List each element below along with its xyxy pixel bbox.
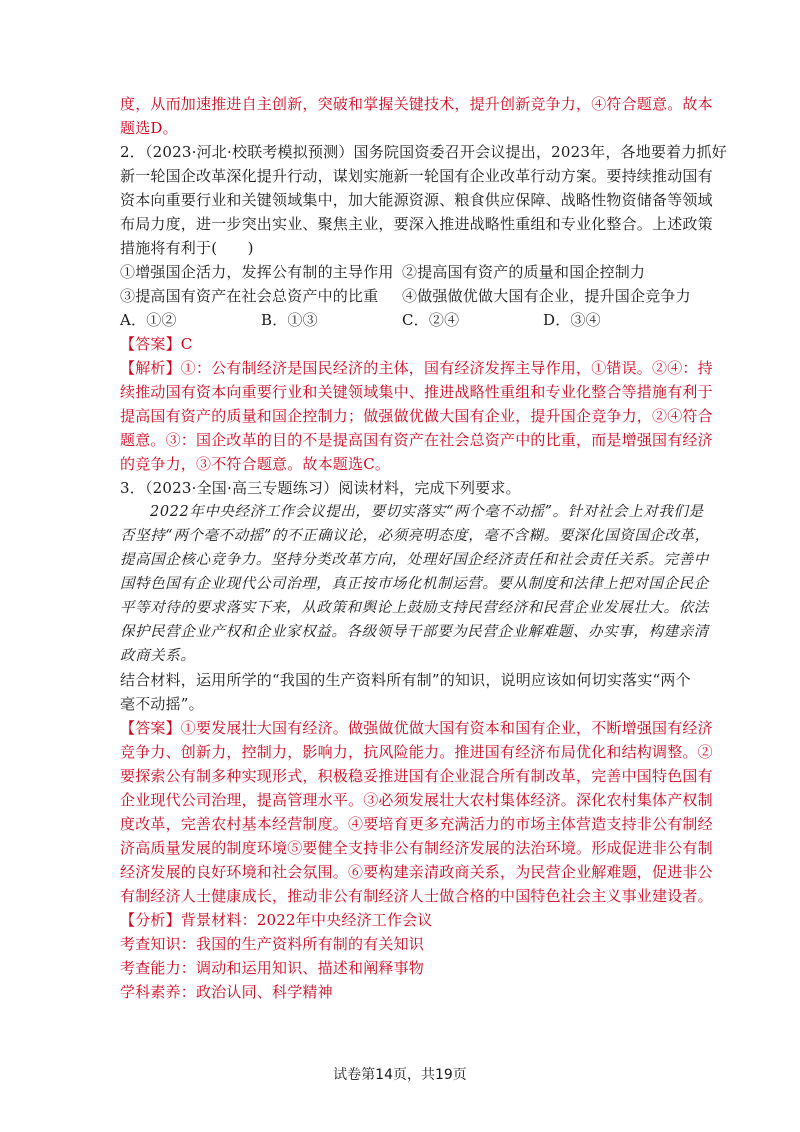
q3-answer-line-2: 竞争力、创新力，控制力，影响力，抗风险能力。推进国有经济布局优化和结构调整。② [120, 743, 713, 761]
q2-choice-d: D．③④ [543, 311, 601, 329]
q3-material-line-4: 国特色国有企业现代公司治理，真正按市场化机制运营。要从制度和法律上把对国企民企 [120, 576, 709, 592]
q2-statement-4: ④做强做优做大国有企业，提升国企竞争力 [402, 287, 691, 305]
q2-analysis-line-1: 【解析】①：公有制经济是国民经济的主体，国有经济发挥主导作用，①错误。②④：持 [120, 359, 713, 377]
q3-analysis-line-1: 【分析】背景材料：2022年中央经济工作会议 [120, 911, 433, 929]
q2-stem-line-3: 资本向重要行业和关键领域集中，加大能源资源、粮食供应保障、战略性物资储备等领域 [120, 191, 713, 209]
q2-choice-b: B．①③ [261, 311, 318, 329]
q3-analysis-line-4: 学科素养：政治认同、科学精神 [120, 983, 333, 1001]
q2-analysis-line-2: 续推动国有资本向重要行业和关键领域集中、推进战略性重组和专业化整合等措施有利于 [120, 383, 713, 401]
q2-choice-a: A．①② [120, 311, 177, 329]
prev-answer-line-2: 题选D。 [120, 119, 178, 137]
q3-answer-line-7: 经济发展的良好环境和社会氛围。⑥要构建亲清政商关系，为民营企业解难题，促进非公 [120, 863, 713, 881]
q2-statement-3: ③提高国有资产在社会总资产中的比重 [120, 287, 379, 305]
q2-choices [120, 308, 685, 332]
q2-statement-2: ②提高国有资产的质量和国企控制力 [402, 263, 646, 281]
q2-stem-line-1: 2．（2023·河北·校联考模拟预测）国务院国资委召开会议提出，2023年，各地要着力抓好 [120, 143, 727, 161]
q2-statements-row-2 [120, 284, 691, 308]
q3-analysis-line-2: 考查知识：我国的生产资料所有制的有关知识 [120, 935, 425, 953]
exam-page [120, 92, 727, 1004]
q3-question-line-2: 毫不动摇”。 [120, 695, 204, 713]
q2-stem-line-4: 布局力度，进一步突出实业、聚焦主业，要深入推进战略性重组和专业化整合。上述政策 [120, 215, 713, 233]
q2-statements-row-1 [120, 260, 685, 284]
q3-question-line-1: 结合材料，运用所学的“我国的生产资料所有制”的知识，说明应该如何切实落实“两个 [120, 671, 691, 689]
q2-choice-c: C．②④ [402, 311, 460, 329]
q3-answer-line-1: 【答案】①要发展壮大国有经济。做强做优做大国有资本和国有企业，不断增强国有经济 [120, 719, 713, 737]
q2-stem-line-2: 新一轮国企改革深化提升行动，谋划实施新一轮国有企业改革行动方案。要持续推动国有 [120, 167, 713, 185]
q3-answer-line-4: 企业现代公司治理，提高管理水平。③必须发展壮大农村集体经济。深化农村集体产权制 [120, 791, 713, 809]
q3-heading: 3．（2023·全国·高三专题练习）阅读材料，完成下列要求。 [120, 479, 521, 497]
q3-material-line-2: 否坚持“两个毫不动摇”的不正确议论，必须亮明态度，毫不含糊。要深化国资国企改革， [120, 528, 710, 544]
q3-answer-line-6: 济高质量发展的制度环境⑤要健全支持非公有制经济发展的法治环境。形成促进非公有制 [120, 839, 713, 857]
page-footer: 试卷第14页，共19页 [333, 1067, 467, 1083]
q2-analysis-line-3: 提高国有资产的质量和国企控制力；做强做优做大国有企业，提升国企竞争力，②④符合 [120, 407, 713, 425]
q3-material-line-3: 提高国企核心竞争力。坚持分类改革方向，处理好国企经济责任和社会责任关系。完善中 [120, 552, 709, 568]
q3-material-line-6: 保护民营企业产权和企业家权益。各级领导干部要为民营企业解难题、办实事，构建亲清 [120, 624, 709, 640]
q3-answer-line-3: 要探索公有制多种实现形式，积极稳妥推进国有企业混合所有制改革，完善中国特色国有 [120, 767, 713, 785]
q3-material-line-7: 政商关系。 [120, 648, 196, 664]
q2-stem-line-5: 措施将有利于( ) [120, 239, 254, 257]
q2-analysis-line-4: 题意。③：国企改革的目的不是提高国有资产在社会总资产中的比重，而是增强国有经济 [120, 431, 713, 449]
q3-analysis-line-3: 考查能力：调动和运用知识、描述和阐释事物 [120, 959, 425, 977]
q3-material-line-5: 平等对待的要求落实下来，从政策和舆论上鼓励支持民营经济和民营企业发展壮大。依法 [120, 600, 709, 616]
q3-material-line-1: 2022年中央经济工作会议提出，要切实落实“两个毫不动摇”。针对社会上对我们是 [150, 504, 704, 520]
q2-statement-1: ①增强国企活力，发挥公有制的主导作用 [120, 263, 394, 281]
q3-answer-line-8: 有制经济人士健康成长，推动非公有制经济人士做合格的中国特色社会主义事业建设者。 [120, 887, 713, 905]
q2-answer: 【答案】C [120, 335, 193, 353]
q3-answer-line-5: 度改革，完善农村基本经营制度。④要培育更多充满活力的市场主体营造支持非公有制经 [120, 815, 713, 833]
prev-answer-line-1: 度，从而加速推进自主创新，突破和掌握关键技术，提升创新竞争力，④符合题意。故本 [120, 95, 713, 113]
q2-analysis-line-5: 的竞争力，③不符合题意。故本题选C。 [120, 455, 391, 473]
